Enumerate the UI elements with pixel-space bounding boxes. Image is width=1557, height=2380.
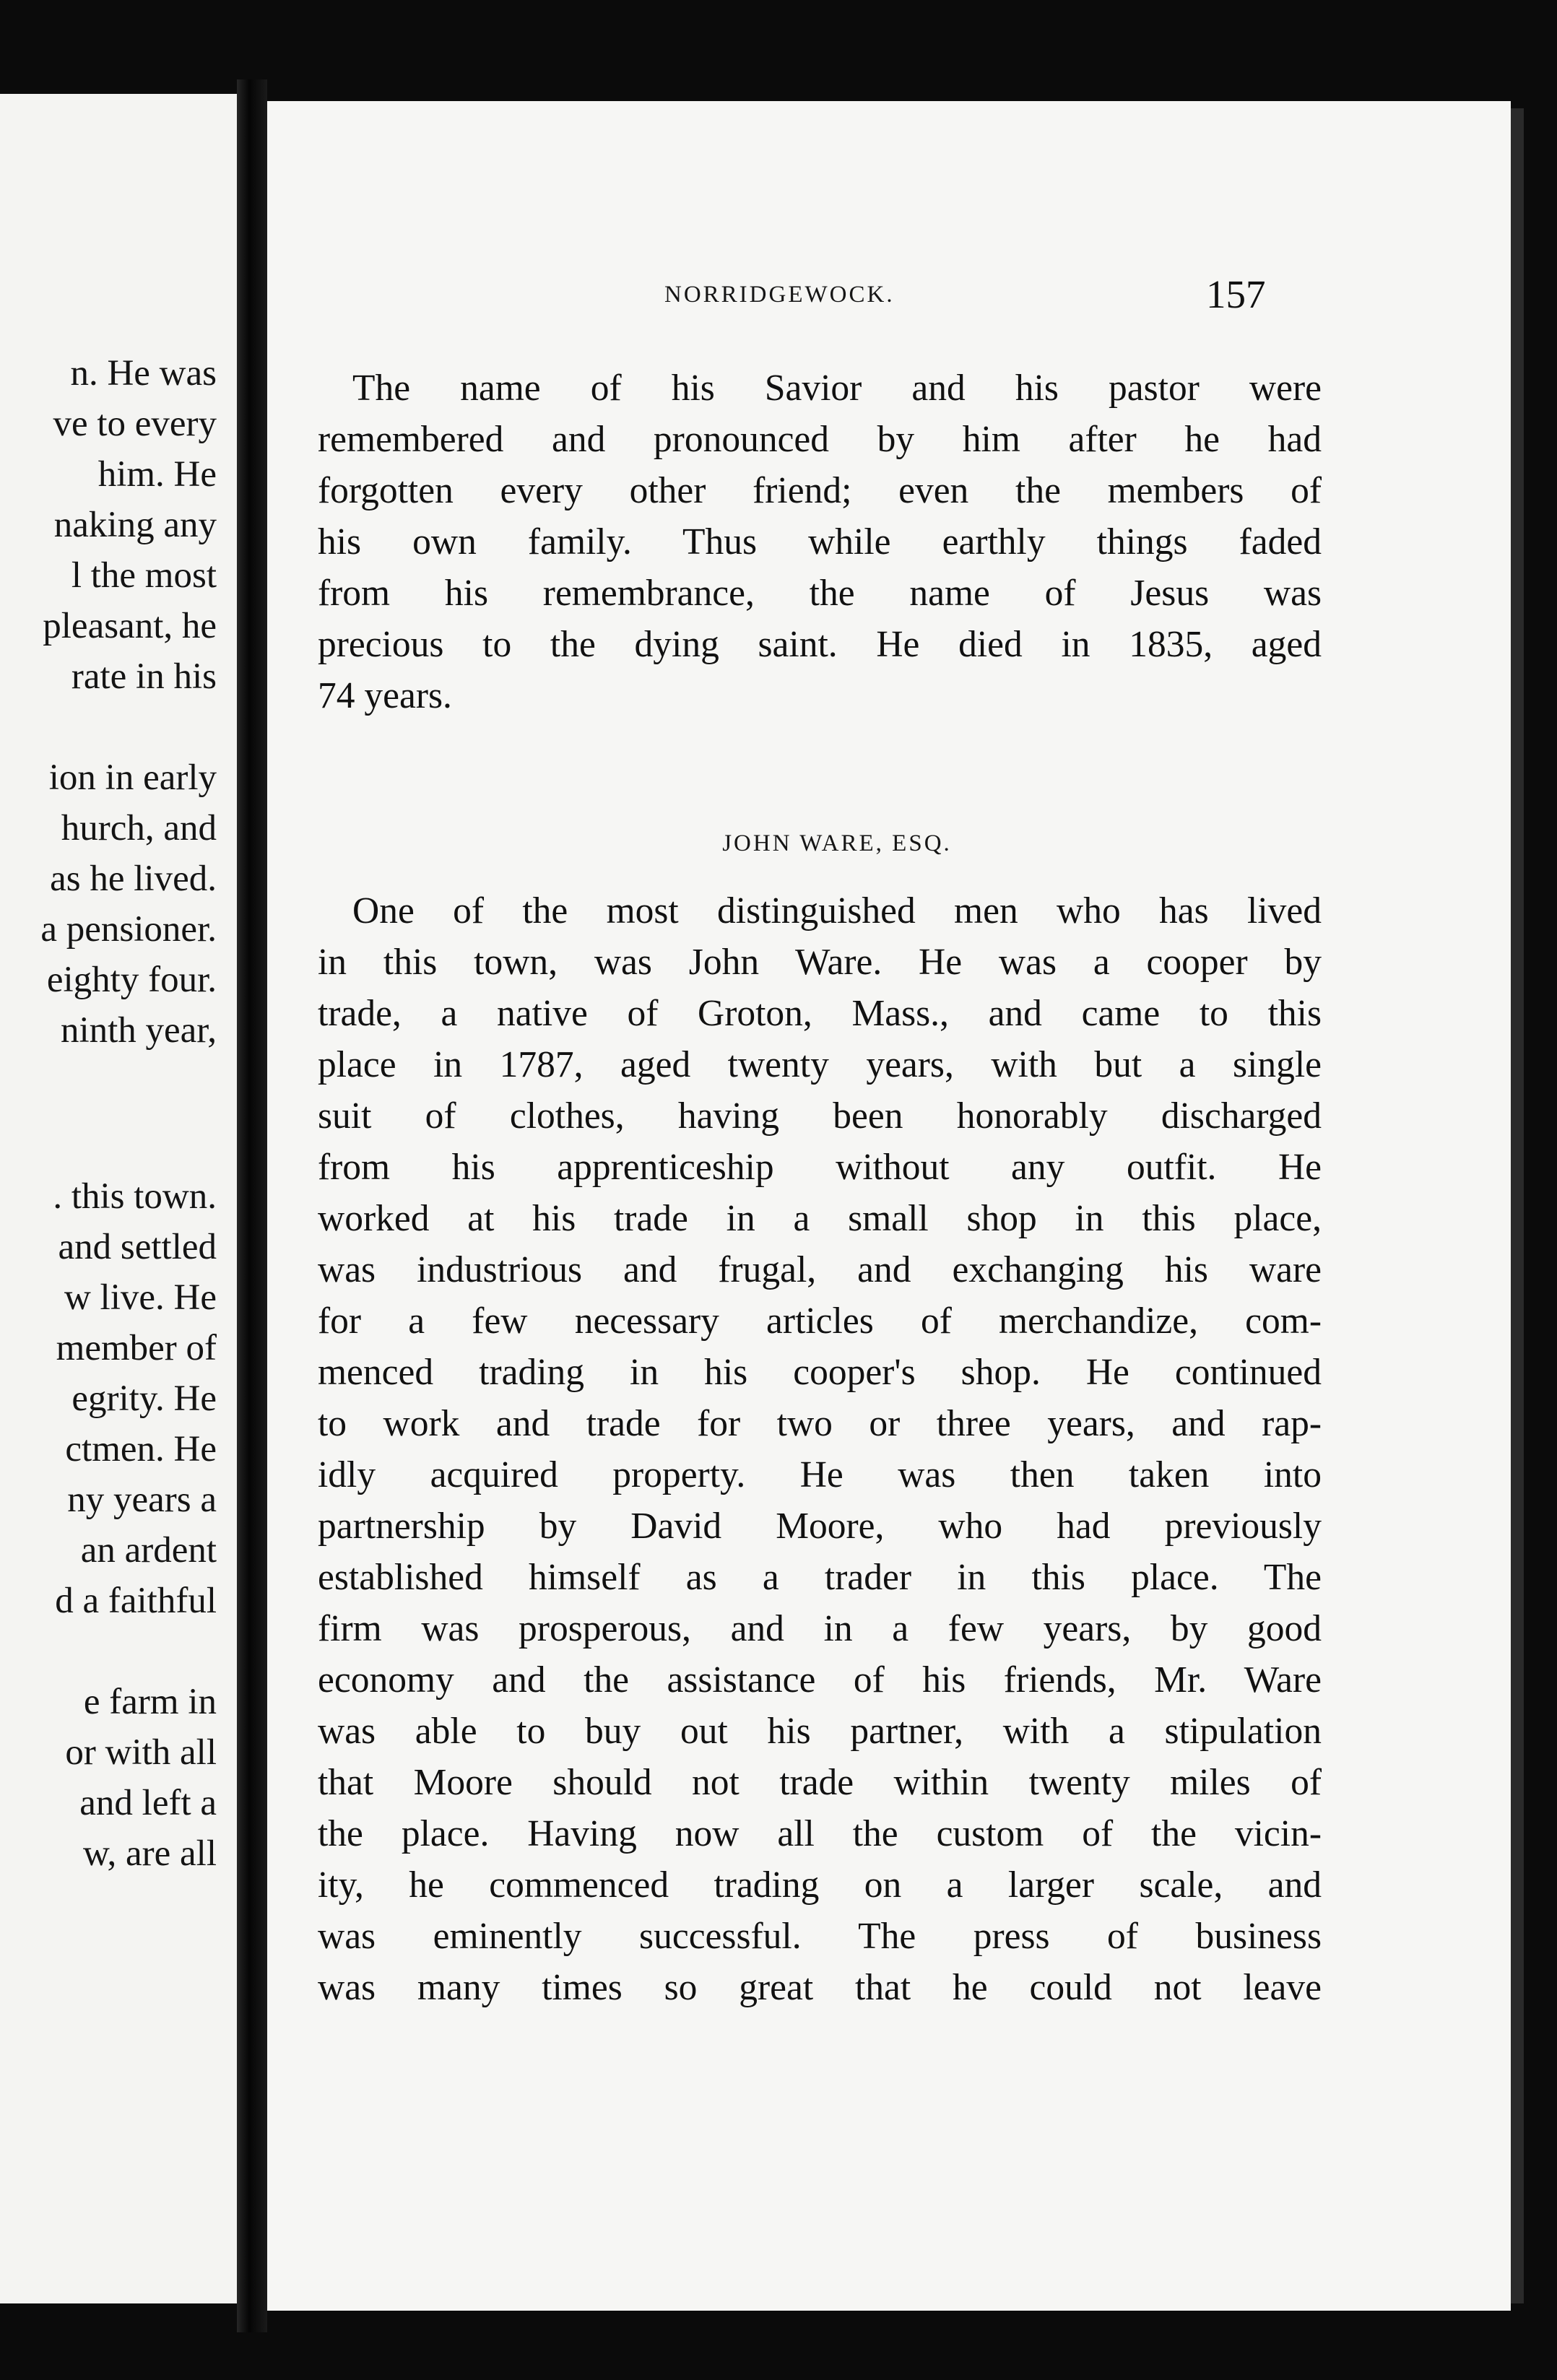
text-line: remembered and pronounced by him after he had bbox=[318, 419, 1322, 460]
left-page-line: rate in his bbox=[71, 656, 217, 697]
running-header-title: NORRIDGEWOCK. bbox=[664, 282, 895, 308]
left-page-line: ve to every bbox=[53, 404, 217, 444]
left-page-line: w live. He bbox=[64, 1277, 217, 1318]
page-number: 157 bbox=[1206, 272, 1266, 316]
section-heading-text: JOHN WARE, ESQ. bbox=[722, 830, 952, 856]
left-page-line: member of bbox=[56, 1328, 217, 1368]
text-line: for a few necessary articles of merchandize, com- bbox=[318, 1300, 1322, 1342]
text-line: partnership by David Moore, who had previously bbox=[318, 1506, 1322, 1547]
text-line: ity, he commenced trading on a larger scale, and bbox=[318, 1864, 1322, 1906]
text-line: place in 1787, aged twenty years, with but a single bbox=[318, 1044, 1322, 1085]
page-157 bbox=[267, 101, 1511, 2311]
text-line: in this town, was John Ware. He was a cooper by bbox=[318, 942, 1322, 983]
text-line: firm was prosperous, and in a few years, by good bbox=[318, 1608, 1322, 1649]
text-line: menced trading in his cooper's shop. He continued bbox=[318, 1352, 1322, 1393]
text-line: established himself as a trader in this place. The bbox=[318, 1557, 1322, 1598]
text-line: his own family. Thus while earthly things faded bbox=[318, 521, 1322, 563]
left-page-line: ctmen. He bbox=[65, 1429, 217, 1469]
text-line: from his remembrance, the name of Jesus was bbox=[318, 573, 1322, 614]
left-page-line: naking any bbox=[53, 505, 217, 545]
text-line: economy and the assistance of his friends, Mr. Ware bbox=[318, 1659, 1322, 1701]
left-page-line: as he lived. bbox=[50, 859, 217, 899]
left-page-line: n. He was bbox=[70, 353, 217, 394]
text-line: suit of clothes, having been honorably discharged bbox=[318, 1095, 1322, 1137]
left-page-line: e farm in bbox=[83, 1682, 217, 1722]
page-right-edge bbox=[1511, 108, 1524, 2303]
left-page-line: and settled bbox=[58, 1227, 217, 1267]
text-line: One of the most distinguished men who has lived bbox=[352, 890, 1322, 931]
previous-page-fragment bbox=[0, 94, 237, 2303]
text-line: The name of his Savior and his pastor were bbox=[352, 368, 1322, 409]
left-page-line: ny years a bbox=[67, 1480, 217, 1520]
left-page-line: or with all bbox=[65, 1732, 217, 1773]
text-line: was industrious and frugal, and exchanging his ware bbox=[318, 1249, 1322, 1290]
left-page-line: and left a bbox=[79, 1783, 217, 1823]
text-line: from his apprenticeship without any outfit. He bbox=[318, 1147, 1322, 1188]
left-page-line: hurch, and bbox=[61, 808, 217, 848]
left-page-line: d a faithful bbox=[55, 1581, 217, 1621]
book-gutter-shadow bbox=[237, 79, 267, 2332]
text-line: was able to buy out his partner, with a stipulation bbox=[318, 1711, 1322, 1752]
text-line: trade, a native of Groton, Mass., and came to this bbox=[318, 993, 1322, 1034]
text-line: the place. Having now all the custom of the vicin- bbox=[318, 1813, 1322, 1854]
section-heading bbox=[267, 830, 1511, 857]
paragraph-john-ware bbox=[318, 885, 1322, 2013]
text-line: to work and trade for two or three years, and rap- bbox=[318, 1403, 1322, 1444]
text-line: precious to the dying saint. He died in 1835, aged bbox=[318, 624, 1322, 665]
left-page-line: ion in early bbox=[48, 757, 217, 798]
left-page-line: pleasant, he bbox=[43, 606, 217, 646]
left-page-line: l the most bbox=[71, 555, 217, 596]
left-page-line: egrity. He bbox=[71, 1378, 217, 1419]
text-line: worked at his trade in a small shop in this place, bbox=[318, 1198, 1322, 1239]
left-page-line: w, are all bbox=[83, 1833, 217, 1874]
left-page-line: ninth year, bbox=[60, 1010, 217, 1051]
text-line: 74 years. bbox=[318, 675, 452, 716]
text-line: that Moore should not trade within twenty miles of bbox=[318, 1762, 1322, 1803]
left-page-line: . this town. bbox=[53, 1176, 217, 1217]
text-line: idly acquired property. He was then taken into bbox=[318, 1454, 1322, 1495]
text-line: was many times so great that he could not leave bbox=[318, 1967, 1322, 2008]
left-page-line: a pensioner. bbox=[40, 909, 217, 950]
left-page-line: eighty four. bbox=[46, 960, 217, 1000]
left-page-line: him. He bbox=[97, 454, 217, 495]
left-page-line: an ardent bbox=[80, 1530, 217, 1571]
running-header bbox=[267, 272, 1511, 322]
text-line: forgotten every other friend; even the members of bbox=[318, 470, 1322, 511]
paragraph-continued bbox=[318, 362, 1322, 721]
text-line: was eminently successful. The press of business bbox=[318, 1916, 1322, 1957]
